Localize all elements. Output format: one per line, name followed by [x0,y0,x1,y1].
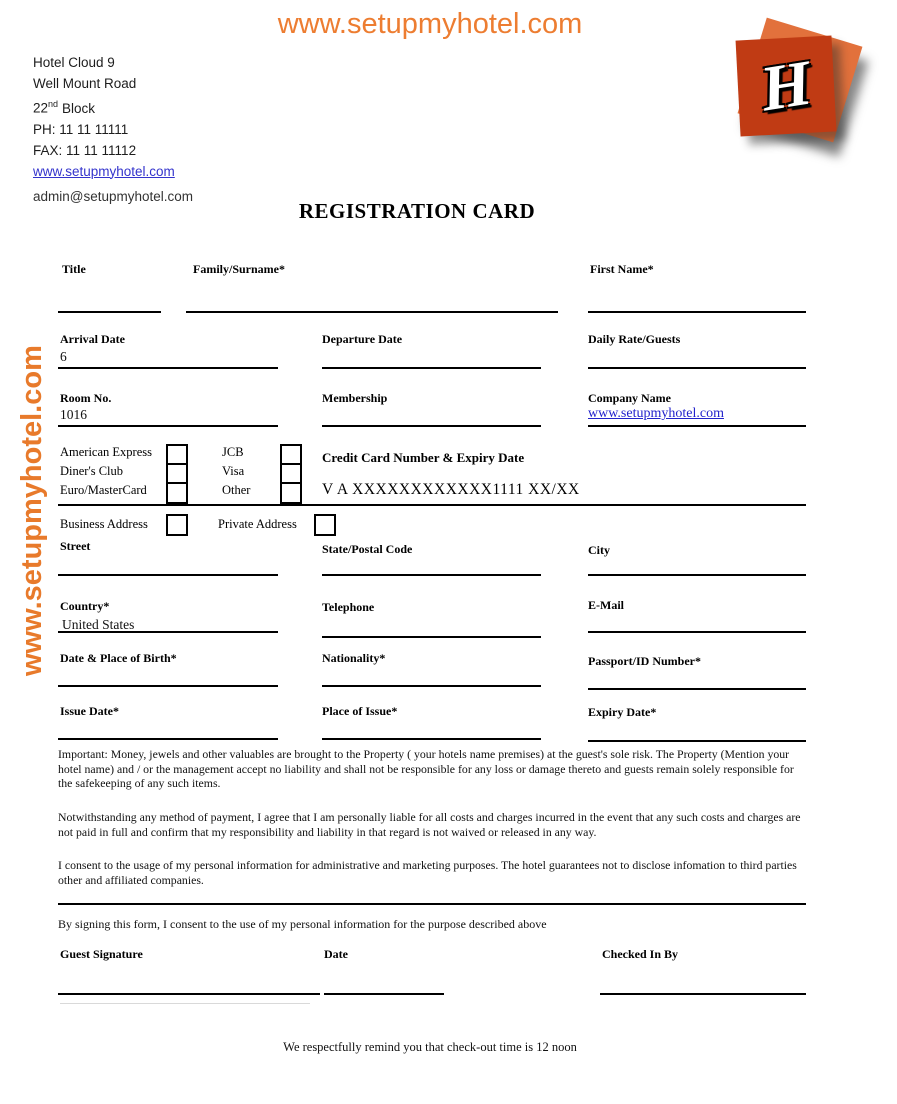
field-label-telephone: Telephone [322,600,375,614]
card-type-label-diners: Diner's Club [60,464,124,478]
checkbox-other[interactable] [280,482,302,504]
card-type-label-other: Other [222,483,251,497]
field-value-company-link[interactable]: www.setupmyhotel.com [588,406,724,421]
input-line-passport[interactable] [588,688,806,690]
checkbox-business-address[interactable] [166,514,188,536]
legal-paragraph-valuables: Important: Money, jewels and other valuables are brought to the Property ( your hotels name premises) at the guest's sole risk. The Property (Mention your hotel name) and / or the management accept no liability and shall not be responsible for any loss or damage thereto and guests remain solely responsible for the safekeeping of any such items. [58,747,794,791]
checkbox-euromaster[interactable] [166,482,188,504]
hotel-phone: PH: 11 11 11111 [33,121,129,137]
hotel-fax: FAX: 11 11 11112 [33,142,137,158]
address-type-label-business: Business Address [60,517,148,531]
field-label-birth: Date & Place of Birth* [60,651,177,665]
input-line-title[interactable] [58,311,161,313]
field-label-departure: Departure Date [322,332,403,346]
signature-line-date[interactable] [324,993,444,995]
hotel-logo [728,24,873,156]
signature-line-checked-in[interactable] [600,993,806,995]
card-type-label-euromaster: Euro/MasterCard [60,483,147,497]
input-line-company[interactable] [588,425,806,427]
signing-consent-note: By signing this form, I consent to the use of my personal information for the purpose described above [58,917,547,931]
field-label-nationality: Nationality* [322,651,386,665]
legal-paragraph-liability: Notwithstanding any method of payment, I agree that I am personally liable for all costs and charges incurred in the event that any such costs and charges are not paid in full and confirm that my responsibility and liability in that regard is not waived or released in any way. [58,810,801,839]
input-line-nationality[interactable] [322,685,541,687]
signature-section-divider [58,903,806,905]
input-line-birth[interactable] [58,685,278,687]
hotel-name: Hotel Cloud 9 [33,55,115,70]
field-label-expiry: Expiry Date* [588,705,657,719]
field-value-arrival: 6 [60,349,67,364]
legal-paragraph-consent: I consent to the usage of my personal information for administrative and marketing purposes. The hotel guarantees not to disclose infomation to third parties other and affiliated companies. [58,858,797,887]
field-label-guest-signature: Guest Signature [60,947,143,961]
field-label-first-name: First Name* [590,262,654,276]
hotel-street: Well Mount Road [33,76,137,91]
logo-front-square [736,36,837,137]
input-line-city[interactable] [588,574,806,576]
field-label-place-issue: Place of Issue* [322,704,398,718]
input-line-expiry[interactable] [588,740,806,742]
field-label-checked-in-by: Checked In By [602,947,679,961]
card-type-label-jcb: JCB [222,445,244,459]
input-line-place-issue[interactable] [322,738,541,740]
field-label-state: State/Postal Code [322,542,413,556]
field-label-title: Title [62,262,86,276]
input-line-family[interactable] [186,311,558,313]
input-line-state[interactable] [322,574,541,576]
field-label-date: Date [324,947,348,961]
field-label-email: E-Mail [588,598,624,612]
input-line-arrival[interactable] [58,367,278,369]
hotel-email: admin@setupmyhotel.com [33,188,194,204]
input-line-membership[interactable] [322,425,541,427]
input-line-departure[interactable] [322,367,541,369]
side-watermark: www.setupmyhotel.com [16,345,48,676]
field-value-country: United States [62,617,135,632]
field-label-company: Company Name [588,391,671,405]
site-url-header: www.setupmyhotel.com [277,8,583,40]
field-label-family: Family/Surname* [193,262,285,276]
field-label-passport: Passport/ID Number* [588,654,701,668]
registration-card-title: REGISTRATION CARD [298,199,536,223]
field-label-street: Street [60,539,91,553]
credit-card-number-value: V A XXXXXXXXXXXX1111 XX/XX [322,481,580,498]
field-label-arrival: Arrival Date [60,332,125,346]
hotel-address-block [33,52,193,207]
field-label-country: Country* [60,599,110,613]
input-line-telephone[interactable] [322,636,541,638]
input-line-daily-rate[interactable] [588,367,806,369]
scan-artifact-line [60,1003,310,1004]
input-line-street[interactable] [58,574,278,576]
input-line-room[interactable] [58,425,278,427]
checkout-reminder-note: We respectfully remind you that check-out time is 12 noon [283,1040,577,1054]
card-type-label-visa: Visa [222,464,245,478]
field-label-membership: Membership [322,391,388,405]
input-line-first-name[interactable] [588,311,806,313]
checkbox-private-address[interactable] [314,514,336,536]
card-type-label-amex: American Express [60,445,152,459]
hotel-block: 22nd Block [33,99,96,116]
field-value-room: 1016 [60,407,87,422]
field-label-issue-date: Issue Date* [60,704,119,718]
section-divider-line [58,504,806,506]
input-line-issue-date[interactable] [58,738,278,740]
credit-card-section-label: Credit Card Number & Expiry Date [322,450,525,465]
signature-line-guest[interactable] [58,993,320,995]
input-line-country[interactable] [58,631,278,633]
input-line-email[interactable] [588,631,806,633]
hotel-website-link[interactable]: www.setupmyhotel.com [33,163,175,179]
field-label-daily-rate: Daily Rate/Guests [588,332,681,346]
field-label-room: Room No. [60,391,112,405]
logo-letter-h-icon: H [755,46,817,125]
field-label-city: City [588,543,610,557]
address-type-label-private: Private Address [218,517,297,531]
